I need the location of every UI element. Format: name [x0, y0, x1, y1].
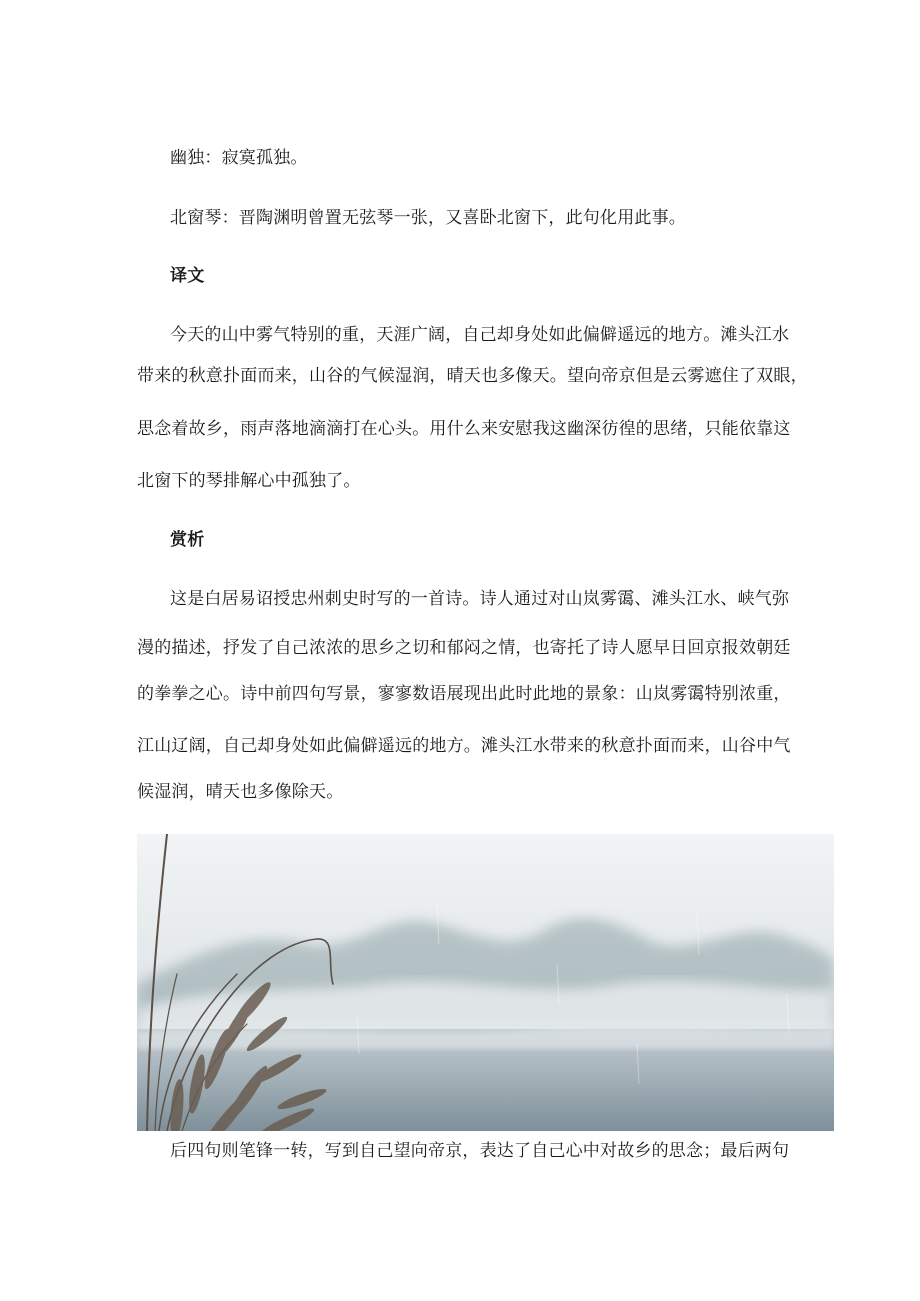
- appreciation-line: 漫的描述，抒发了自己浓浓的思乡之切和郁闷之情，也寄托了诗人愿早日回京报效朝廷: [137, 638, 791, 658]
- appreciation-line: 江山辽阔，自己却身处如此偏僻遥远的地方。滩头江水带来的秋意扑面而来，山谷中气: [137, 736, 791, 756]
- appreciation-line: 的拳拳之心。诗中前四句写景，寥寥数语展现出此时此地的景象：山岚雾霭特别浓重，: [137, 684, 791, 704]
- translation-line: 思念着故乡，雨声落地滴滴打在心头。用什么来安慰我这幽深彷徨的思绪，只能依靠这: [137, 419, 791, 439]
- definition-youdu: 幽独：寂寞孤独。: [170, 148, 308, 168]
- appreciation-heading: 赏析: [170, 530, 205, 550]
- definition-beichuangqin: 北窗琴：晋陶渊明曾置无弦琴一张，又喜卧北窗下，此句化用此事。: [170, 208, 686, 228]
- translation-heading: 译文: [170, 266, 205, 286]
- translation-line: 带来的秋意扑面而来，山谷的气候湿润，晴天也多像天。望向帝京但是云雾遮住了双眼，: [137, 366, 808, 386]
- appreciation-continuation: 后四句则笔锋一转，写到自己望向帝京，表达了自己心中对故乡的思念；最后两句: [170, 1141, 790, 1161]
- misty-river-landscape-image: [137, 834, 834, 1131]
- translation-line: 今天的山中雾气特别的重，天涯广阔，自己却身处如此偏僻遥远的地方。滩头江水: [170, 325, 790, 345]
- appreciation-line: 这是白居易诏授忠州刺史时写的一首诗。诗人通过对山岚雾霭、滩头江水、峡气弥: [170, 589, 790, 609]
- appreciation-line: 候湿润，晴天也多像除天。: [137, 782, 344, 802]
- translation-line: 北窗下的琴排解心中孤独了。: [137, 471, 361, 491]
